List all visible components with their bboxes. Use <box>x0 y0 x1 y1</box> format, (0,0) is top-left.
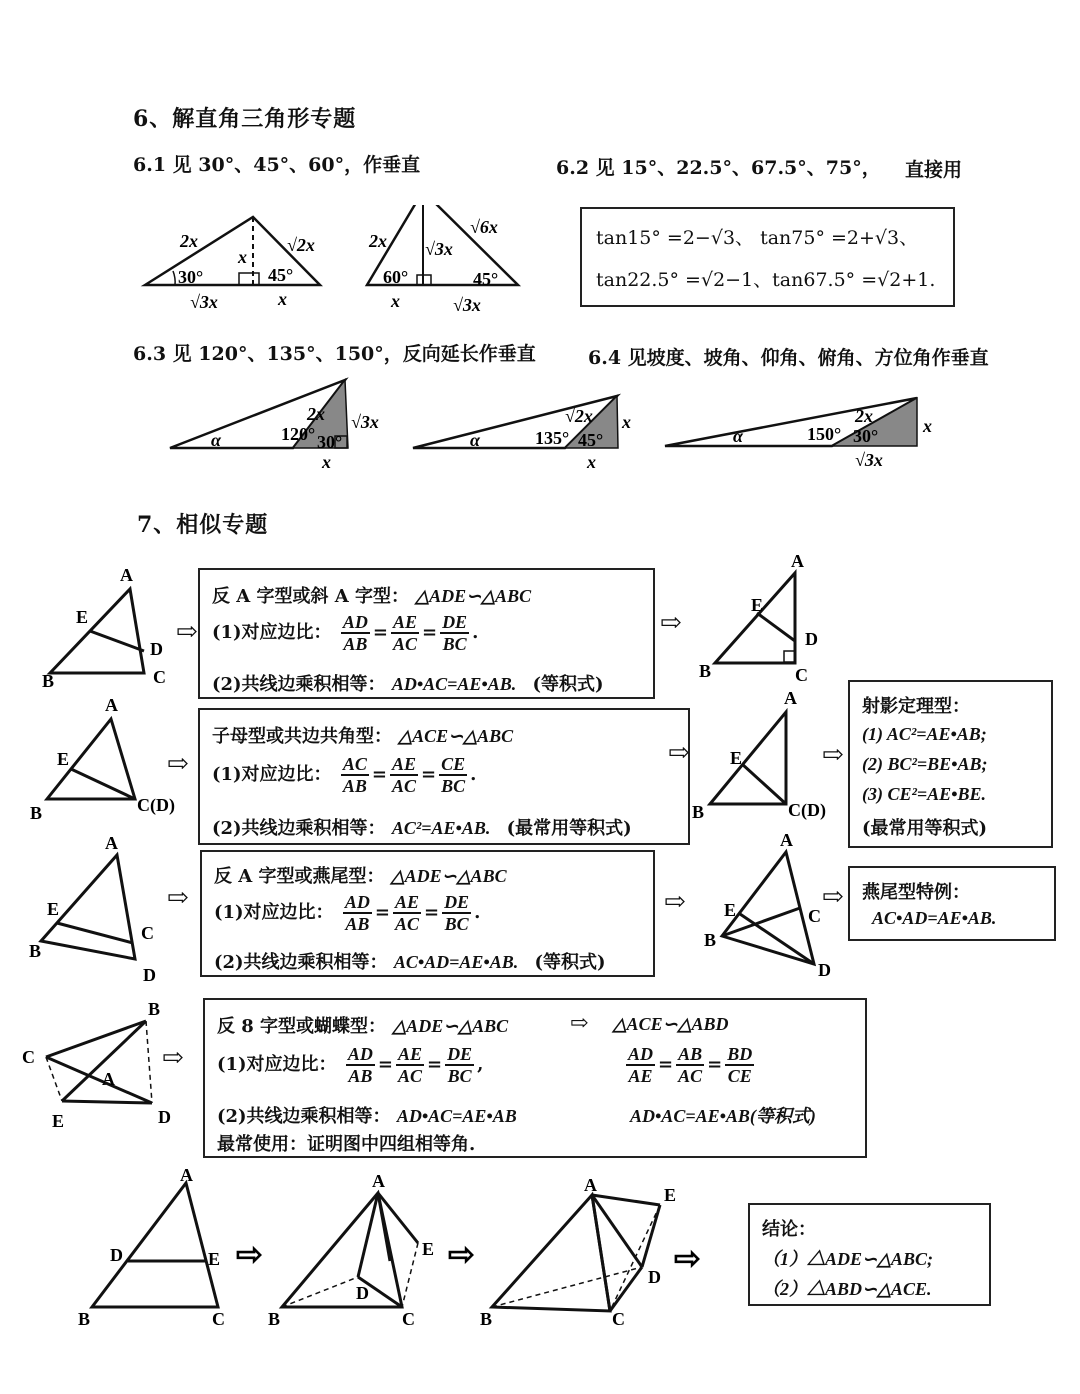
svg-text:x: x <box>322 452 331 472</box>
box2-prod-label: (2)共线边乘积相等： <box>212 818 386 839</box>
svg-text:B: B <box>30 803 43 823</box>
svg-text:C: C <box>22 1047 35 1067</box>
svg-text:⇨: ⇨ <box>674 1240 701 1276</box>
figure-swallow-right <box>700 830 840 980</box>
box-butterfly: 反 8 字型或蝴蝶型： △ADE∽△ABC ⇨ △ACE∽△ABD (1)对应边比： $\frac{AD}{AB}$ = $\frac{AE}{AC}$ = $\frac{DE}{BC}$ , $\frac{AD}{AE}$ = $\frac{AB}{AC}$ = $\frac{BD}{CE}$ (2)共线边乘积相等： AD•AC=AE•AB AD•AC=AE•AB(等积式) 最常使用：证明图中四组相等角. <box>203 998 867 1158</box>
frac-num: DE <box>442 612 468 632</box>
svg-text:E: E <box>47 899 60 919</box>
frac-num: AE <box>391 754 416 774</box>
svg-text:x: x <box>923 416 932 436</box>
frac-num: AE <box>397 1044 422 1064</box>
box4-usage: 最常使用：证明图中四组相等角. <box>217 1134 476 1155</box>
projection-title: 射影定理型： <box>862 696 970 717</box>
section64-title: 6.4 见坡度、坡角、仰角、俯角、方位角作垂直 <box>588 347 989 369</box>
svg-text:B: B <box>692 802 705 822</box>
figure-mother-child-left <box>25 695 185 825</box>
svg-text:B: B <box>480 1309 493 1329</box>
frac-den: AC <box>397 1066 422 1086</box>
frac-den: BC <box>441 776 466 796</box>
box4-sim2: △ACE∽△ABD <box>612 1014 729 1034</box>
svg-text:α: α <box>733 426 743 446</box>
box1-note: (等积式) <box>532 674 604 695</box>
tan-line-2: tan22.5° =√2−1、tan67.5° =√2+1. <box>596 269 936 291</box>
box4-ratio-label: (1)对应边比： <box>217 1054 337 1075</box>
figure-swallow-left <box>25 835 185 985</box>
svg-text:A: A <box>102 1069 115 1089</box>
svg-text:E: E <box>208 1249 221 1269</box>
frac-den: BC <box>447 1066 472 1086</box>
frac-den: AC <box>394 914 419 934</box>
box2-prod: AC²=AE•AB. <box>391 818 491 838</box>
section6-title: 6、解直角三角形专题 <box>133 106 357 132</box>
svg-text:B: B <box>42 671 55 690</box>
box-swallow-special <box>848 866 1056 941</box>
svg-text:E: E <box>76 607 89 627</box>
frac-num: AC <box>342 754 367 774</box>
box4-prod1: AD•AC=AE•AB <box>396 1106 517 1126</box>
section62-title: 6.2 见 15°、22.5°、67.5°、75°， <box>556 157 881 179</box>
section61-title: 6.1 见 30°、45°、60°，作垂直 <box>133 154 421 176</box>
frac-num: AE <box>392 612 417 632</box>
svg-text:E: E <box>730 748 743 768</box>
arrow-right-icon: ⇨ <box>167 883 189 913</box>
svg-text:B: B <box>29 941 42 961</box>
box-projection <box>848 680 1053 848</box>
svg-text:E: E <box>422 1239 435 1259</box>
frac-num: AD <box>342 612 368 632</box>
svg-text:E: E <box>57 749 70 769</box>
svg-text:B: B <box>699 661 712 681</box>
svg-text:2x: 2x <box>855 406 873 426</box>
obtuse-triangle-diagrams <box>165 376 965 476</box>
svg-text:A: A <box>105 695 118 715</box>
svg-text:⇨: ⇨ <box>448 1236 475 1272</box>
svg-text:A: A <box>791 553 804 571</box>
box2-ratio-label: (1)对应边比： <box>212 764 332 785</box>
frac-num: BD <box>727 1044 753 1064</box>
svg-text:45°: 45° <box>268 265 294 285</box>
projection-l2: (2) BC²=BE•AB; <box>862 754 988 774</box>
svg-text:A: A <box>120 565 133 585</box>
svg-text:x: x <box>238 247 247 267</box>
svg-text:C: C <box>153 667 166 687</box>
svg-text:C: C <box>612 1309 625 1329</box>
frac-num: AB <box>678 1044 703 1064</box>
svg-text:√2x: √2x <box>287 235 315 255</box>
svg-text:B: B <box>148 999 161 1019</box>
svg-text:D: D <box>648 1267 661 1287</box>
arrow-right-icon: ⇨ <box>167 749 189 779</box>
frac-den: CE <box>727 1066 752 1086</box>
frac-den: AB <box>345 914 370 934</box>
section63-title: 6.3 见 120°、135°、150°，反向延长作垂直 <box>133 343 536 365</box>
svg-text:√3x: √3x <box>453 295 481 315</box>
arrow-right-icon: ⇨ <box>822 740 844 770</box>
frac-den: AB <box>342 776 367 796</box>
svg-text:x: x <box>391 291 400 311</box>
box3-note: (等积式) <box>534 952 606 973</box>
arrow-right-icon: ⇨ <box>570 1010 589 1036</box>
svg-text:E: E <box>751 595 764 615</box>
box3-sim: △ADE∽△ABC <box>390 866 507 886</box>
svg-text:135°: 135° <box>535 428 570 448</box>
svg-text:E: E <box>664 1185 677 1205</box>
svg-text:30°: 30° <box>317 432 343 452</box>
arrow-right-icon: ⇨ <box>822 882 844 912</box>
box4-prod-label: (2)共线边乘积相等： <box>217 1106 391 1127</box>
conclusion-title: 结论： <box>762 1219 816 1240</box>
svg-text:x: x <box>278 289 287 309</box>
box3-prod: AC•AD=AE•AB. <box>393 952 519 972</box>
svg-text:C: C <box>808 906 821 926</box>
svg-text:D: D <box>158 1107 171 1127</box>
svg-text:60°: 60° <box>383 267 409 287</box>
projection-l1: (1) AC²=AE•AB; <box>862 724 987 744</box>
svg-text:A: A <box>105 835 118 853</box>
frac-den: AE <box>628 1066 653 1086</box>
arrow-right-icon: ⇨ <box>668 738 690 768</box>
box3-title: 反 A 字型或燕尾型： <box>214 866 385 887</box>
svg-text:A: A <box>372 1171 385 1191</box>
svg-text:C: C <box>212 1309 225 1329</box>
svg-text:A: A <box>780 830 793 850</box>
svg-text:C: C <box>141 923 154 943</box>
svg-text:⇨: ⇨ <box>236 1236 263 1272</box>
frac-den: AC <box>391 776 416 796</box>
box1-sim: △ADE∽△ABC <box>415 586 532 606</box>
svg-text:45°: 45° <box>473 269 499 289</box>
right-triangle-diagrams <box>135 205 535 320</box>
box1-prod-label: (2)共线边乘积相等： <box>212 674 386 695</box>
tan-values-box <box>580 207 955 307</box>
svg-text:B: B <box>78 1309 91 1329</box>
section7-title: 7、相似专题 <box>137 512 269 538</box>
svg-text:x: x <box>622 412 631 432</box>
svg-text:√3x: √3x <box>855 450 883 470</box>
box-a-shape: 反 A 字型或斜 A 字型： △ADE∽△ABC (1)对应边比： $\frac{AD}{AB}$ = $\frac{AE}{AC}$ = $\frac{DE}{BC}$ . (2)共线边乘积相等： AD•AC=AE•AB. (等积式) <box>198 568 655 699</box>
frac-num: AD <box>628 1044 654 1064</box>
svg-text:√2x: √2x <box>565 406 593 426</box>
svg-text:√3x: √3x <box>351 412 379 432</box>
projection-l4: (最常用等积式) <box>862 818 988 839</box>
frac-num: AE <box>394 892 419 912</box>
svg-text:A: A <box>180 1165 193 1185</box>
frac-num: DE <box>444 892 470 912</box>
frac-den: BC <box>444 914 469 934</box>
frac-num: DE <box>447 1044 473 1064</box>
arrow-right-icon: ⇨ <box>660 608 682 638</box>
figure-right-angle-2 <box>690 690 840 830</box>
frac-den: AB <box>343 634 368 654</box>
box2-note: (最常用等积式) <box>506 818 632 839</box>
tan-line-1: tan15° =2−√3、 tan75° =2+√3、 <box>596 227 919 249</box>
svg-text:2x: 2x <box>307 404 325 424</box>
figure-a-shape-left <box>40 565 180 690</box>
svg-text:D: D <box>143 965 156 985</box>
svg-text:C: C <box>402 1309 415 1329</box>
box-swallow: 反 A 字型或燕尾型： △ADE∽△ABC (1)对应边比： $\frac{AD}{AB}$ = $\frac{AE}{AC}$ = $\frac{DE}{BC}$ . (2)共线边乘积相等： AC•AD=AE•AB. (等积式) <box>200 850 655 977</box>
swallow-special-l1: AC•AD=AE•AB. <box>872 908 997 928</box>
svg-text:C: C <box>795 665 808 683</box>
svg-text:D: D <box>356 1283 369 1303</box>
svg-text:E: E <box>52 1111 65 1131</box>
frac-num: AD <box>347 1044 373 1064</box>
projection-l3: (3) CE²=AE•BE. <box>862 784 986 804</box>
box1-prod: AD•AC=AE•AB. <box>391 674 517 694</box>
frac-den: BC <box>442 634 467 654</box>
svg-text:30°: 30° <box>853 426 879 446</box>
svg-text:D: D <box>110 1245 123 1265</box>
svg-text:30°: 30° <box>178 267 204 287</box>
arrow-right-icon: ⇨ <box>176 617 198 647</box>
svg-text:120°: 120° <box>281 424 316 444</box>
box-conclusion <box>748 1203 991 1306</box>
frac-den: AC <box>392 634 417 654</box>
svg-text:C(D): C(D) <box>137 795 175 815</box>
frac-den: AB <box>348 1066 373 1086</box>
frac-num: AD <box>344 892 370 912</box>
svg-text:D: D <box>150 639 163 659</box>
svg-text:2x: 2x <box>180 231 198 251</box>
box1-ratio-label: (1)对应边比： <box>212 622 332 643</box>
figure-right-angle-1 <box>695 553 835 683</box>
frac-den: AC <box>678 1066 703 1086</box>
svg-text:x: x <box>587 452 596 472</box>
box4-sim1: △ADE∽△ABC <box>392 1016 509 1036</box>
arrow-right-icon: ⇨ <box>664 887 686 917</box>
box3-ratio-label: (1)对应边比： <box>214 902 334 923</box>
svg-text:C(D): C(D) <box>788 800 826 820</box>
svg-text:B: B <box>268 1309 281 1329</box>
svg-text:45°: 45° <box>578 430 604 450</box>
conclusion-l1: （1）△ADE∽△ABC; <box>762 1249 933 1269</box>
conclusion-l2: （2）△ABD∽△ACE. <box>762 1279 932 1299</box>
svg-text:B: B <box>704 930 717 950</box>
svg-text:2x: 2x <box>369 231 387 251</box>
svg-text:A: A <box>584 1175 597 1195</box>
frac-num: CE <box>441 754 466 774</box>
box4-title: 反 8 字型或蝴蝶型： <box>217 1016 387 1037</box>
svg-text:A: A <box>784 690 797 708</box>
swallow-special-title: 燕尾型特例： <box>862 882 970 903</box>
section62-direct: 直接用 <box>905 159 963 181</box>
svg-text:√3x: √3x <box>425 239 453 259</box>
svg-text:α: α <box>211 430 221 450</box>
arrow-right-icon: ⇨ <box>162 1043 184 1073</box>
box-mother-child: 子母型或共边共角型： △ACE∽△ABC (1)对应边比： $\frac{AC}{AB}$ = $\frac{AE}{AC}$ = $\frac{CE}{BC}$ . (2)共线边乘积相等： AC²=AE•AB. (最常用等积式) <box>198 708 690 845</box>
svg-text:150°: 150° <box>807 424 842 444</box>
svg-text:D: D <box>818 960 831 980</box>
box1-title: 反 A 字型或斜 A 字型： <box>212 586 409 607</box>
svg-text:D: D <box>805 629 818 649</box>
box4-prod2: AD•AC=AE•AB(等积式) <box>630 1106 816 1126</box>
box3-prod-label: (2)共线边乘积相等： <box>214 952 388 973</box>
svg-text:α: α <box>470 430 480 450</box>
svg-text:√3x: √3x <box>190 292 218 312</box>
svg-text:√6x: √6x <box>470 217 498 237</box>
box2-title: 子母型或共边共角型： <box>212 726 392 747</box>
svg-text:E: E <box>724 900 737 920</box>
box2-sim: △ACE∽△ABC <box>398 726 514 746</box>
